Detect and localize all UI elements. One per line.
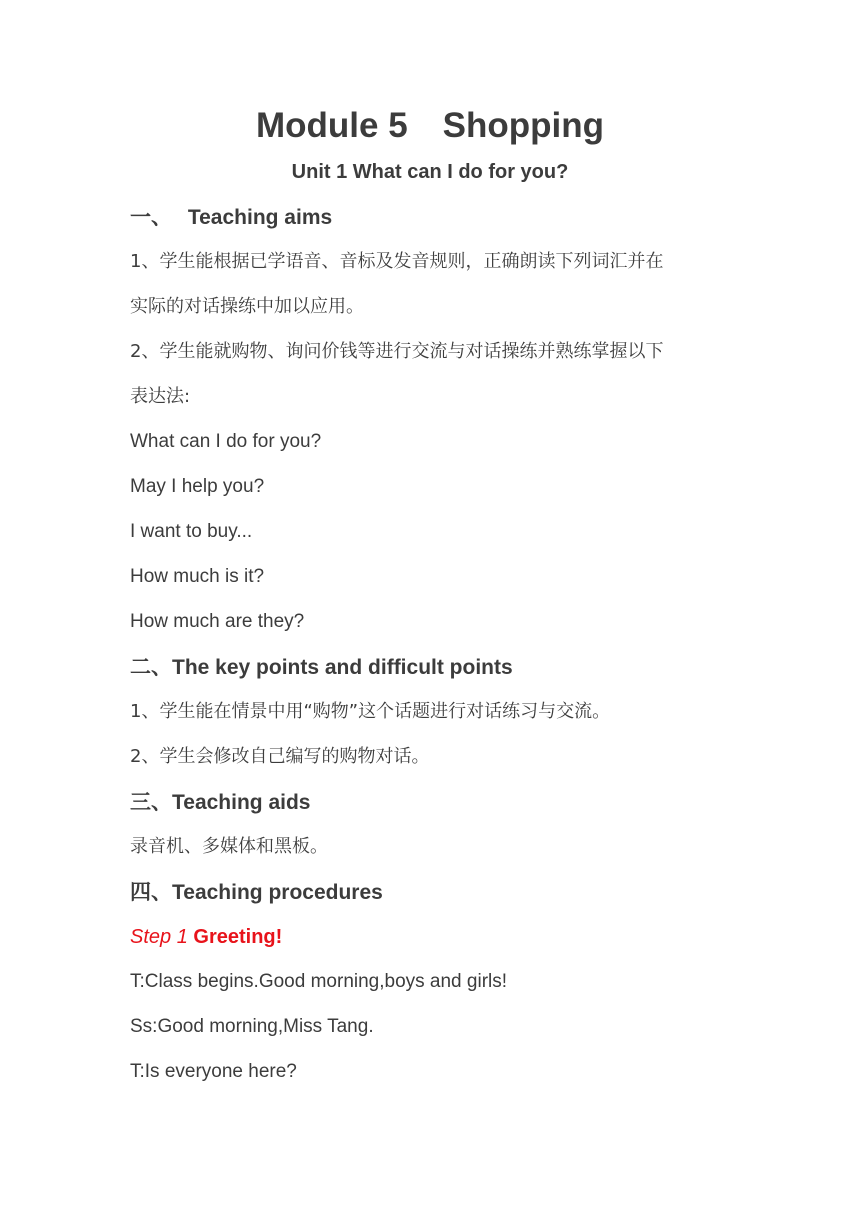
- section-heading-teaching-aims: [130, 202, 740, 233]
- dialogue-line: T:Class begins.Good morning,boys and girls!: [130, 971, 508, 992]
- page-title: Module 5 Shopping: [255, 106, 605, 145]
- dialogue-line: T:Is everyone here?: [130, 1061, 297, 1082]
- teaching-aids-text: 录音机、多媒体和黑板。: [130, 836, 328, 857]
- unit-subtitle: Unit 1 What can I do for you?: [291, 161, 569, 183]
- section-title: Teaching aims: [187, 206, 333, 229]
- dialogue-line: Ss:Good morning,Miss Tang.: [130, 1016, 374, 1037]
- aims-item-1-line-2: 实际的对话操练中加以应用。: [130, 296, 364, 317]
- step-title: Greeting!: [193, 926, 283, 948]
- aims-item-2-line-1: 2、学生能就购物、询问价钱等进行交流与对话操练并熟练掌握以下: [130, 341, 664, 362]
- step-heading: [130, 922, 740, 952]
- section-heading-key-points: [130, 652, 740, 683]
- expression-line: May I help you?: [130, 476, 265, 497]
- key-point-item: 2、学生会修改自己编写的购物对话。: [130, 746, 430, 767]
- section-number: 一、: [130, 205, 172, 229]
- expression-line: How much is it?: [130, 566, 265, 587]
- section-heading-teaching-aids: [130, 787, 740, 818]
- section-title: Teaching procedures: [172, 881, 383, 904]
- expression-line: What can I do for you?: [130, 431, 322, 452]
- section-number: 四、: [130, 880, 172, 904]
- expression-line: How much are they?: [130, 611, 305, 632]
- step-label: Step 1: [130, 926, 194, 948]
- expression-line: I want to buy...: [130, 521, 253, 542]
- section-number: 二、: [130, 655, 172, 679]
- section-number: 三、: [130, 790, 172, 814]
- section-heading-teaching-procedures: [130, 877, 740, 908]
- key-point-item: 1、学生能在情景中用“购物”这个话题进行对话练习与交流。: [130, 701, 611, 722]
- aims-item-2-line-2: 表达法:: [130, 386, 191, 407]
- section-title: Teaching aids: [172, 791, 311, 814]
- section-title: The key points and difficult points: [172, 656, 513, 679]
- aims-item-1-line-1: 1、学生能根据已学语音、音标及发音规则，正确朗读下列词汇并在: [130, 251, 664, 272]
